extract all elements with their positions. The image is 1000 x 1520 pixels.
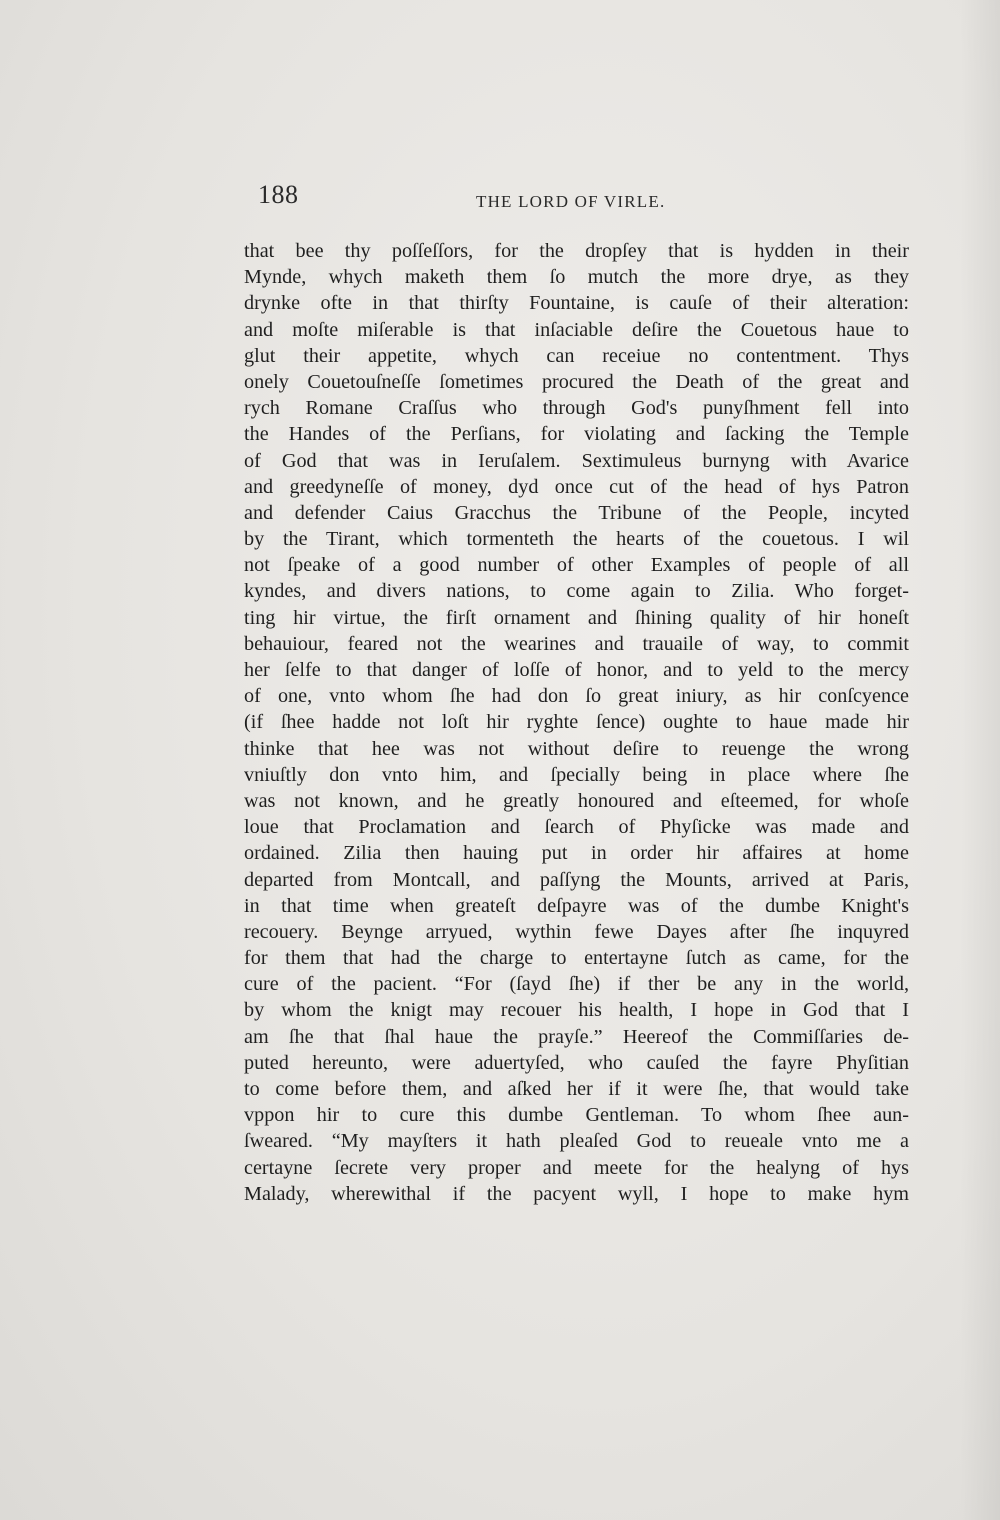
text-line: cure of the pacient. “For (ſayd ſhe) if ther be any in the world, xyxy=(244,973,909,996)
body-text xyxy=(244,238,909,1207)
text-line: was not known, and he greatly honoured and eſteemed, for whoſe xyxy=(244,789,909,812)
text-line: the Handes of the Perſians, for violating and ſacking the Temple xyxy=(244,423,909,446)
text-line: behauiour, feared not the wearines and trauaile of way, to commit xyxy=(244,632,909,655)
text-line: to come before them, and aſked her if it were ſhe, that would take xyxy=(244,1078,909,1100)
text-line: and moſte miſerable is that inſaciable deſire the Couetous haue to xyxy=(244,318,909,341)
page-header xyxy=(258,180,898,220)
text-line: Mynde, whych maketh them ſo mutch the more drye, as they xyxy=(244,266,909,289)
text-line: vniuſtly don vnto him, and ſpecially being in place where ſhe xyxy=(244,763,909,786)
text-line: drynke ofte in that thirſty Fountaine, is cauſe of their alteration: xyxy=(244,292,909,315)
text-line: ſweared. “My mayſters it hath pleaſed God to reueale vnto me a xyxy=(244,1130,909,1153)
text-line: for them that had the charge to entertayne ſutch as came, for the xyxy=(244,947,909,970)
text-line: certayne ſecrete very proper and meete for the healyng of hys xyxy=(244,1156,909,1179)
text-line: am ſhe that ſhal haue the prayſe.” Heereof the Commiſſaries de- xyxy=(244,1025,909,1048)
text-line: of God that was in Ieruſalem. Sextimuleus burnyng with Avarice xyxy=(244,449,909,472)
text-line: and defender Caius Gracchus the Tribune of the People, incyted xyxy=(244,501,909,524)
text-line: thinke that hee was not without deſire to reuenge the wrong xyxy=(244,737,909,760)
text-line: glut their appetite, whych can receiue no contentment. Thys xyxy=(244,344,909,367)
text-line: Malady, wherewithal if the pacyent wyll, I hope to make hym xyxy=(244,1182,909,1205)
text-line: ting hir virtue, the firſt ornament and ſhining quality of hir honeſt xyxy=(244,606,909,629)
text-line: kyndes, and divers nations, to come again to Zilia. Who forget- xyxy=(244,580,909,603)
text-line: not ſpeake of a good number of other Examples of people of all xyxy=(244,554,909,577)
text-line: onely Couetouſneſſe ſometimes procured the Death of the great and xyxy=(244,370,909,393)
text-line: of one, vnto whom ſhe had don ſo great iniury, as hir conſcyence xyxy=(244,685,909,708)
text-line: and greedyneſſe of money, dyd once cut of the head of hys Patron xyxy=(244,475,909,498)
text-line: by the Tirant, which tormenteth the hearts of the couetous. I wil xyxy=(244,528,909,551)
text-line: in that time when greateſt deſpayre was of the dumbe Knight's xyxy=(244,894,909,917)
text-line: that bee thy poſſeſſors, for the dropſey that is hydden in their xyxy=(244,240,909,262)
text-line: vppon hir to cure this dumbe Gentleman. To whom ſhee aun- xyxy=(244,1104,909,1127)
page-number: 188 xyxy=(258,180,299,209)
text-line: ordained. Zilia then hauing put in order hir affaires at home xyxy=(244,842,909,865)
text-line: recouery. Beynge arryued, wythin fewe Dayes after ſhe inquyred xyxy=(244,920,909,943)
text-line: by whom the knigt may recouer his health, I hope in God that I xyxy=(244,999,909,1022)
page-edge-shadow xyxy=(960,0,1000,1520)
text-line: her ſelfe to that danger of loſſe of honor, and to yeld to the mercy xyxy=(244,659,909,681)
text-line: departed from Montcall, and paſſyng the Mounts, arrived at Paris, xyxy=(244,868,909,891)
text-line: puted hereunto, were aduertyſed, who cauſed the fayre Phyſitian xyxy=(244,1051,909,1074)
text-line: rych Romane Craſſus who through God's punyſhment fell into xyxy=(244,397,909,420)
running-title: THE LORD OF VIRLE. xyxy=(476,192,666,211)
text-line: (if ſhee hadde not loſt hir ryghte ſence) oughte to haue made hir xyxy=(244,711,909,734)
text-line: loue that Proclamation and ſearch of Phyſicke was made and xyxy=(244,816,909,839)
